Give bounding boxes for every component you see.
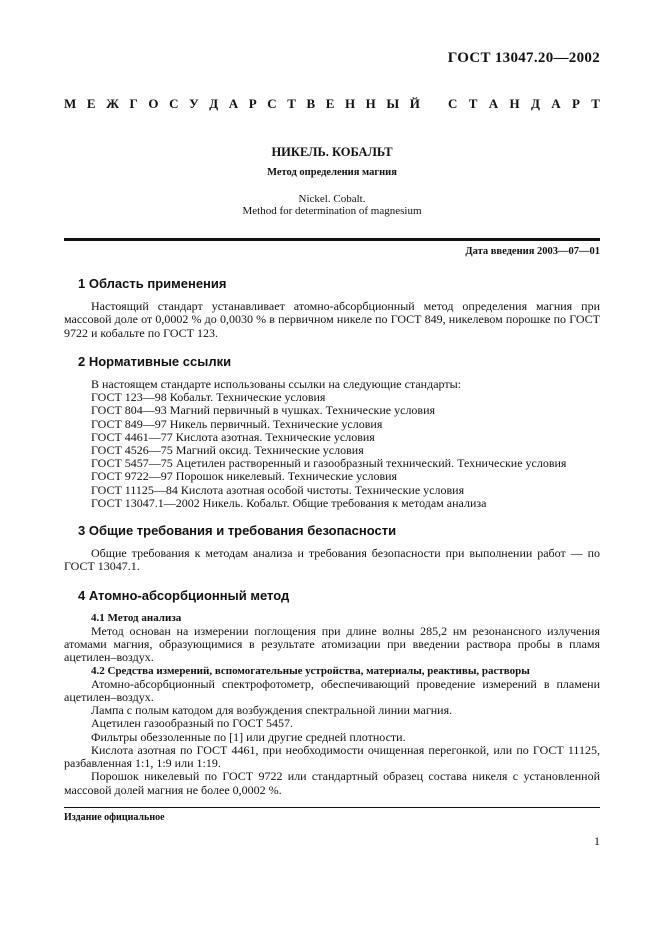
subsection-4-1-heading: 4.1 Метод анализа xyxy=(91,611,182,624)
banner-letter: О xyxy=(148,96,159,111)
header-divider xyxy=(64,238,600,241)
subsection-4-2-item: Лампа с полым катодом для возбуждения спектральной линии магния. xyxy=(91,703,453,718)
reference-item: ГОСТ 11125—84 Кислота азотная особой чистоты. Технические условия xyxy=(91,482,465,497)
banner-letter: Й xyxy=(409,96,420,111)
reference-item: ГОСТ 4461—77 Кислота азотная. Технические условия xyxy=(91,429,375,444)
document-number: ГОСТ 13047.20—2002 xyxy=(447,50,600,66)
banner-letter: А xyxy=(488,96,499,111)
reference-item: ГОСТ 5457—75 Ацетилен растворенный и газообразный технический. Технические условия xyxy=(91,456,567,471)
section-1-text: Настоящий стандарт устанавливает атомно-абсорбционный метод определения магния при массовой доле от 0,0002 % до 0,0030 % в первичном никеле по ГОСТ 849, никелевом порошке по ГОСТ 9722 и кобальте по ГОСТ 123. xyxy=(64,299,600,340)
banner-letter: С xyxy=(448,96,458,111)
title-en-line-1: Nickel. Cobalt. xyxy=(298,193,366,205)
reference-item: ГОСТ 123—98 Кобальт. Технические условия xyxy=(91,390,326,405)
document-body xyxy=(64,277,600,797)
banner-letter: Р xyxy=(571,96,580,111)
section-3-heading: 3 Общие требования и требования безопасности xyxy=(78,523,397,539)
banner-letter: С xyxy=(169,96,179,111)
reference-list xyxy=(91,391,600,510)
banner-letter: М xyxy=(64,96,77,111)
banner-letter: В xyxy=(306,96,316,111)
subsection-4-2-item: Кислота азотная по ГОСТ 4461, при необходимости очищенная перегонкой, или по ГОСТ 11125, разбавленная 1:1, 1:9 или 1:19. xyxy=(64,742,600,771)
reference-item: ГОСТ 9722—97 Порошок никелевый. Технические условия xyxy=(91,469,398,484)
banner-letter: Е xyxy=(325,96,335,111)
page-number: 1 xyxy=(594,834,600,848)
banner-letter: Д xyxy=(530,96,540,111)
document-subtitle: Метод определения магния xyxy=(267,167,397,178)
banner-letter: У xyxy=(189,96,199,111)
document-title: НИКЕЛЬ. КОБАЛЬТ xyxy=(271,145,393,159)
section-2 xyxy=(64,355,600,510)
introduction-date: Дата введения 2003—07—01 xyxy=(465,246,600,257)
standard-type-word-2 xyxy=(448,96,600,112)
section-1 xyxy=(64,277,600,340)
subsection-4-2-item: Фильтры обеззоленные по [1] или другие средней плотности. xyxy=(91,729,406,744)
subsection-4-2-heading: 4.2 Средства измерений, вспомогательные устройства, материалы, реактивы, растворы xyxy=(91,664,530,677)
banner-letter: Т xyxy=(468,96,478,111)
section-3 xyxy=(64,524,600,574)
document-title-english xyxy=(64,193,600,217)
banner-letter: Н xyxy=(509,96,520,111)
reference-item: ГОСТ 13047.1—2002 Никель. Кобальт. Общие требования к методам анализа xyxy=(91,495,487,510)
standard-type-word-1 xyxy=(64,96,420,112)
footer-divider xyxy=(64,807,600,808)
banner-letter: Ы xyxy=(386,96,400,111)
banner-letter: А xyxy=(228,96,239,111)
banner-letter: С xyxy=(267,96,277,111)
banner-letter: Е xyxy=(86,96,96,111)
section-1-heading: 1 Область применения xyxy=(78,276,227,291)
banner-letter: А xyxy=(551,96,561,111)
reference-item: ГОСТ 849—97 Никель первичный. Технические условия xyxy=(91,416,383,431)
subsection-4-2-item: Порошок никелевый по ГОСТ 9722 или стандартный образец состава никеля с установленной массовой долей магния не более 0,0002 %. xyxy=(64,769,600,797)
banner-letter: Т xyxy=(287,96,296,111)
section-2-intro: В настоящем стандарте использованы ссылки на следующие стандарты: xyxy=(91,377,462,392)
section-4 xyxy=(64,589,600,797)
subsection-4-1-text: Метод основан на измерении поглощения при длине волны 285,2 нм резонансного излучения атомами магния, образующимися в результате атомизации при введении раствора пробы в пламя ацетилен–воздух. xyxy=(64,624,600,665)
banner-letter: Н xyxy=(344,96,356,111)
banner-letter: Р xyxy=(248,96,257,111)
banner-letter: Г xyxy=(129,96,138,111)
official-edition-label: Издание официальное xyxy=(64,812,165,823)
title-en-line-2: Method for determination of magnesium xyxy=(242,205,422,217)
banner-letter: Н xyxy=(365,96,376,111)
subsection-4-2-item: Атомно-абсорбционный спектрофотометр, обеспечивающий проведение измерений в пламени ацетилен–воздух. xyxy=(64,676,600,705)
section-4-heading: 4 Атомно-абсорбционный метод xyxy=(78,587,290,603)
reference-item: ГОСТ 4526—75 Магний оксид. Технические условия xyxy=(91,443,364,458)
standard-type-banner xyxy=(64,96,600,112)
section-3-text: Общие требования к методам анализа и требования безопасности при выполнении работ — по ГОСТ 13047.1. xyxy=(64,546,600,574)
section-2-heading: 2 Нормативные ссылки xyxy=(78,353,232,369)
banner-letter: Д xyxy=(209,96,219,111)
banner-letter: Ж xyxy=(106,96,119,111)
subsection-4-2-item: Ацетилен газообразный по ГОСТ 5457. xyxy=(91,716,294,731)
banner-letter: Т xyxy=(591,96,600,111)
reference-item: ГОСТ 804—93 Магний первичный в чушках. Технические условия xyxy=(91,403,436,418)
